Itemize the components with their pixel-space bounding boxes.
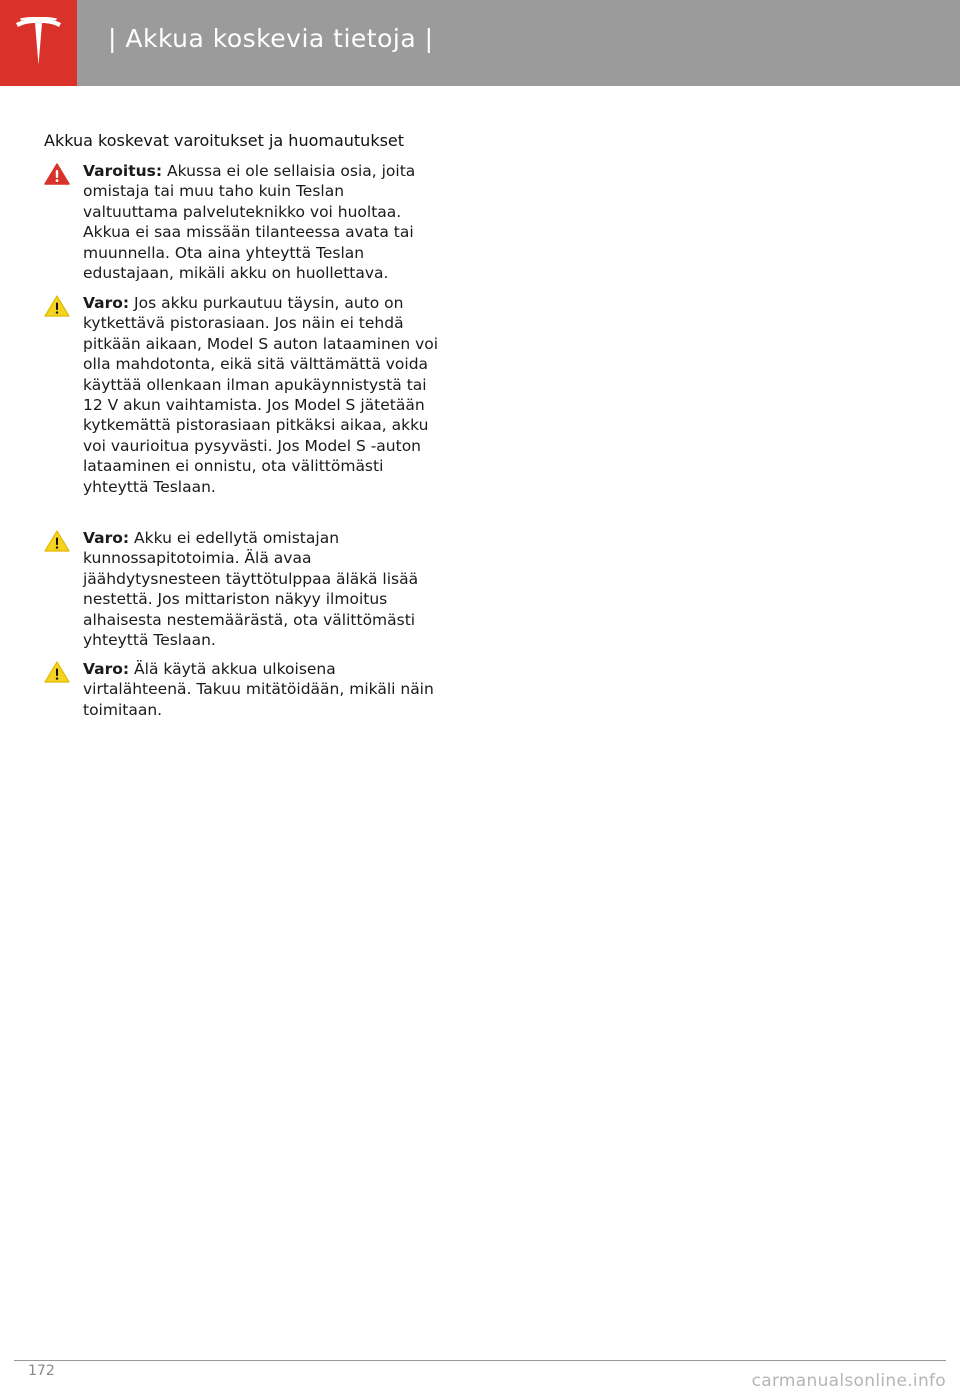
warning-triangle-red-icon [44,163,70,185]
notice-text [83,293,443,497]
notice-body: Älä käytä akkua ulkoisena virtalähteenä. Takuu mitätöidään, mikäli näin toimitaan. [83,660,434,719]
page-number: 172 [28,1363,55,1379]
caution-notice [44,659,444,720]
notice-label: Varo: [83,660,130,678]
notice-label: Varo: [83,529,130,547]
notice-body: Akussa ei ole sellaisia osia, joita omistaja tai muu taho kuin Teslan valtuuttama palveluteknikko voi huoltaa. Akkua ei saa missään tilanteessa avata tai muunnella. Ota aina yhteyttä Teslan edustajaan, mikäli akku on huollettava. [83,162,416,283]
notice-label: Varoitus: [83,162,163,180]
notice-text [83,528,443,650]
footer-divider [14,1360,946,1361]
notice-body: Akku ei edellytä omistajan kunnossapitotoimia. Älä avaa jäähdytysnesteen täyttötulppaa äläkä lisää nestettä. Jos mittariston näkyy ilmoitus alhaisesta nestemäärästä, ota välittömästi yhteyttä Teslaan. [83,529,419,650]
caution-triangle-yellow-icon [44,530,70,552]
watermark: carmanualsonline.info [751,1371,946,1391]
caution-notice [44,293,444,497]
brand-logo [0,0,77,86]
caution-triangle-yellow-icon [44,661,70,683]
page-header [0,0,960,86]
notice-text [83,161,443,283]
caution-notice [44,528,444,650]
notice-label: Varo: [83,294,130,312]
page-title: | Akkua koskevia tietoja | [108,24,434,53]
section-heading: Akkua koskevat varoitukset ja huomautukset [44,131,405,150]
notice-text [83,659,443,720]
notice-body: Jos akku purkautuu täysin, auto on kytkettävä pistorasiaan. Jos näin ei tehdä pitkään aikaan, Model S auton lataaminen voi olla mahdotonta, eikä sitä välttämättä voida käyttää ollenkaan ilman apukäynnistystä tai 12 V akun vaihtamista. Jos Model S jätetään kytkemättä pistorasiaan pitkäksi aikaa, akku voi vaurioitua pysyvästi. Jos Model S -auton lataaminen ei onnistu, ota välittömästi yhteyttä Teslaan. [83,294,439,496]
tesla-logo-icon [14,17,63,69]
warning-notice [44,161,444,283]
caution-triangle-yellow-icon [44,295,70,317]
